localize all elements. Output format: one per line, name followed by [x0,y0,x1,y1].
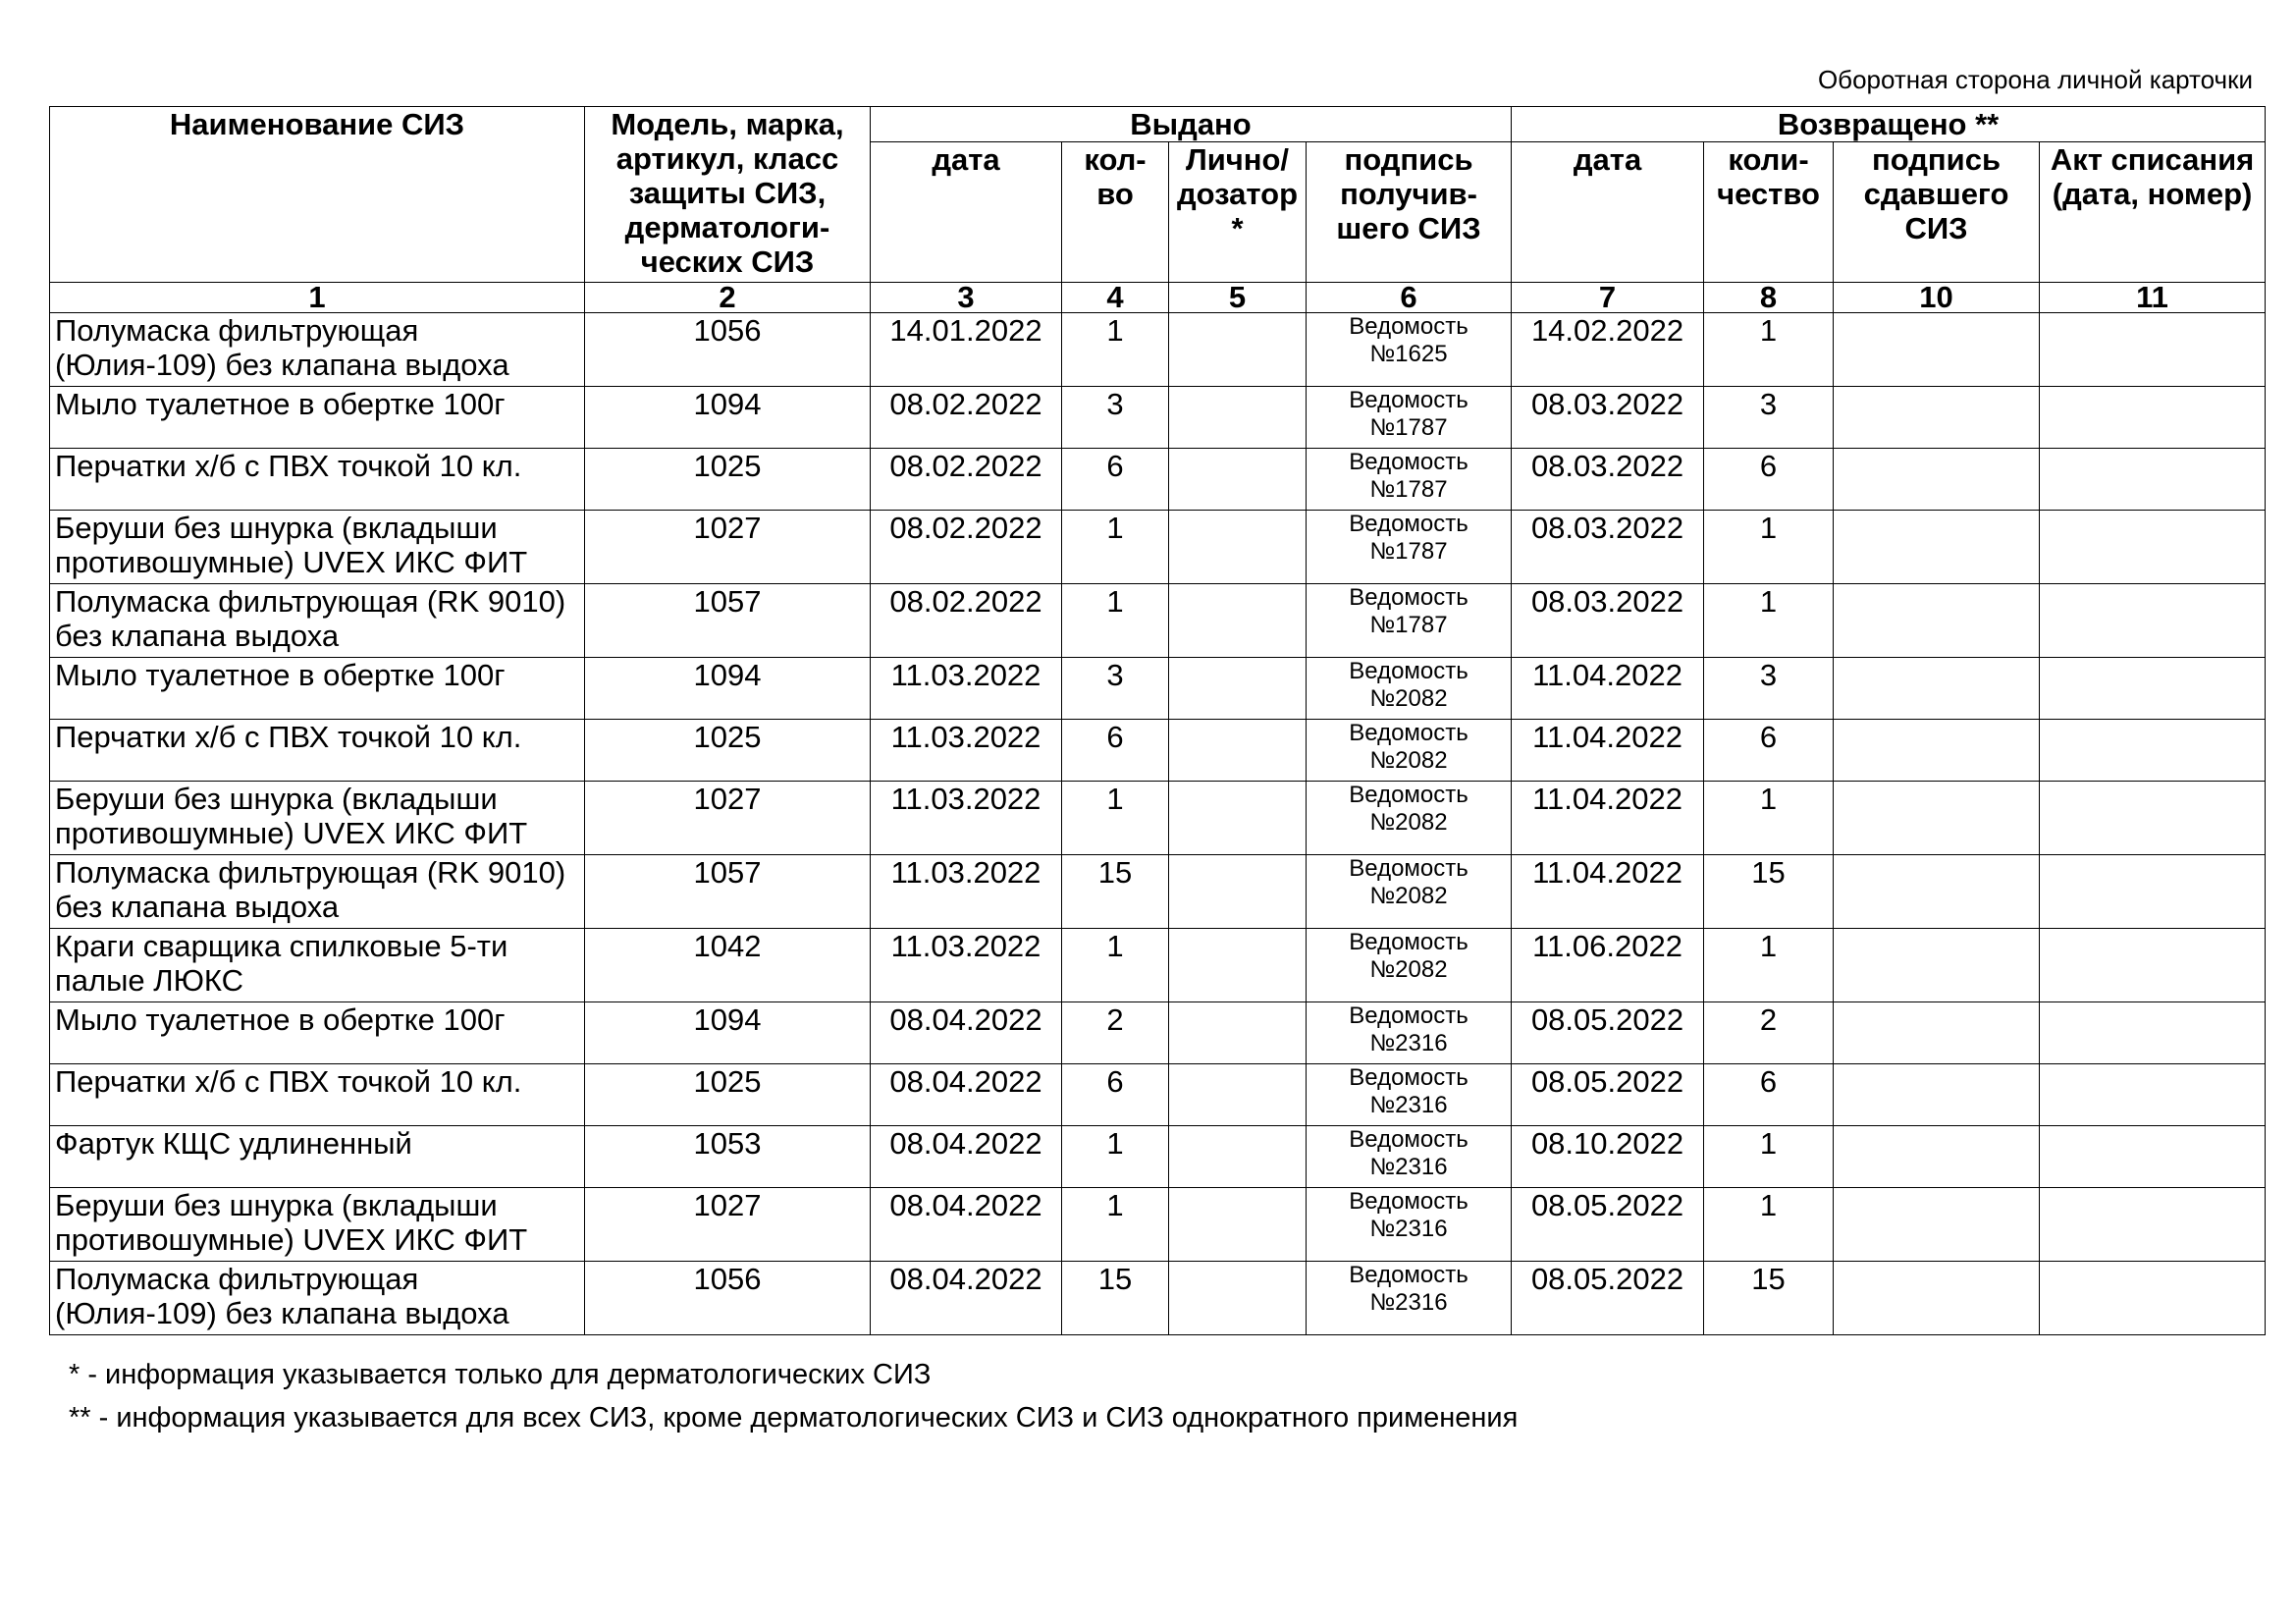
item-name-cell: Полумаска фильтрующая (RK 9010) без клапана выдоха [50,584,585,658]
recipient-signature-cell: Ведомость №2316 [1307,1064,1512,1126]
recipient-signature-cell: Ведомость №1625 [1307,313,1512,387]
returned-qty-cell: 1 [1704,313,1834,387]
returner-signature-cell [1834,929,2040,1002]
issued-date-cell: 14.01.2022 [871,313,1062,387]
item-model-cell: 1094 [585,1002,871,1064]
returned-date-cell: 08.10.2022 [1512,1126,1704,1188]
returned-qty-cell: 1 [1704,584,1834,658]
returned-date-cell: 08.05.2022 [1512,1002,1704,1064]
issued-date-cell: 08.02.2022 [871,387,1062,449]
column-number: 7 [1512,283,1704,313]
personal-dispenser-cell [1169,449,1307,511]
table-row [50,929,2266,1002]
issued-qty-cell: 1 [1062,1188,1169,1262]
recipient-signature-cell: Ведомость №2082 [1307,720,1512,782]
page-caption: Оборотная сторона личной карточки [1817,65,2253,94]
writeoff-act-cell [2040,658,2266,720]
item-name-cell: Краги сварщика спилковые 5-ти палые ЛЮКС [50,929,585,1002]
issued-date-cell: 08.02.2022 [871,584,1062,658]
recipient-signature-cell: Ведомость №1787 [1307,584,1512,658]
returned-qty-cell: 15 [1704,1262,1834,1335]
personal-dispenser-cell [1169,1188,1307,1262]
returned-date-cell: 11.04.2022 [1512,782,1704,855]
writeoff-act-cell [2040,584,2266,658]
table-row [50,1002,2266,1064]
siz-issue-table [49,106,2266,1335]
returned-qty-cell: 6 [1704,720,1834,782]
recipient-signature-cell: Ведомость №2082 [1307,658,1512,720]
personal-dispenser-cell [1169,929,1307,1002]
returned-date-cell: 11.04.2022 [1512,855,1704,929]
table-body [50,313,2266,1335]
issued-qty-cell: 15 [1062,1262,1169,1335]
returner-signature-cell [1834,1262,2040,1335]
returner-signature-cell [1834,1064,2040,1126]
personal-dispenser-cell [1169,782,1307,855]
writeoff-act-cell [2040,1188,2266,1262]
item-model-cell: 1027 [585,511,871,584]
table-row [50,387,2266,449]
returned-qty-cell: 1 [1704,1188,1834,1262]
item-name-cell: Перчатки х/б с ПВХ точкой 10 кл. [50,720,585,782]
item-name-cell: Полумаска фильтрующая (Юлия-109) без клапана выдоха [50,1262,585,1335]
table-row [50,658,2266,720]
table-row [50,313,2266,387]
issued-date-cell: 08.04.2022 [871,1188,1062,1262]
personal-dispenser-cell [1169,855,1307,929]
returner-signature-cell [1834,313,2040,387]
footnote-dermatological: * - информация указывается только для дерматологических СИЗ [69,1359,932,1390]
recipient-signature-cell: Ведомость №1787 [1307,387,1512,449]
issued-date-cell: 08.04.2022 [871,1064,1062,1126]
header-returner-signature: подпись сдавшего СИЗ [1834,142,2040,283]
footnotes [69,1353,1518,1439]
item-name-cell: Мыло туалетное в обертке 100г [50,1002,585,1064]
returned-qty-cell: 1 [1704,511,1834,584]
item-model-cell: 1053 [585,1126,871,1188]
header-personal-dispenser: Лично/ дозатор * [1169,142,1307,283]
writeoff-act-cell [2040,313,2266,387]
column-number: 4 [1062,283,1169,313]
recipient-signature-cell: Ведомость №1787 [1307,511,1512,584]
header-returned: Возвращено ** [1512,107,2266,142]
recipient-signature-cell: Ведомость №2316 [1307,1126,1512,1188]
personal-dispenser-cell [1169,1064,1307,1126]
issued-qty-cell: 1 [1062,511,1169,584]
returned-date-cell: 08.05.2022 [1512,1064,1704,1126]
writeoff-act-cell [2040,387,2266,449]
recipient-signature-cell: Ведомость №2316 [1307,1262,1512,1335]
recipient-signature-cell: Ведомость №2082 [1307,929,1512,1002]
returner-signature-cell [1834,658,2040,720]
table-row [50,511,2266,584]
issued-qty-cell: 6 [1062,720,1169,782]
table-row [50,1262,2266,1335]
returned-date-cell: 08.05.2022 [1512,1262,1704,1335]
item-name-cell: Беруши без шнурка (вкладыши противошумные) UVEX ИКС ФИТ [50,1188,585,1262]
issued-qty-cell: 6 [1062,449,1169,511]
issued-qty-cell: 3 [1062,658,1169,720]
header-model: Модель, марка, артикул, класс защиты СИЗ, дерматологи-ческих СИЗ [585,107,871,283]
returned-qty-cell: 15 [1704,855,1834,929]
personal-dispenser-cell [1169,387,1307,449]
writeoff-act-cell [2040,511,2266,584]
writeoff-act-cell [2040,782,2266,855]
item-model-cell: 1025 [585,449,871,511]
returned-date-cell: 08.05.2022 [1512,1188,1704,1262]
returned-qty-cell: 1 [1704,782,1834,855]
header-name: Наименование СИЗ [50,107,585,283]
writeoff-act-cell [2040,929,2266,1002]
returner-signature-cell [1834,449,2040,511]
returned-date-cell: 08.03.2022 [1512,584,1704,658]
personal-dispenser-cell [1169,720,1307,782]
item-name-cell: Перчатки х/б с ПВХ точкой 10 кл. [50,449,585,511]
column-number: 11 [2040,283,2266,313]
item-name-cell: Фартук КЩС удлиненный [50,1126,585,1188]
returner-signature-cell [1834,511,2040,584]
returner-signature-cell [1834,855,2040,929]
recipient-signature-cell: Ведомость №1787 [1307,449,1512,511]
returner-signature-cell [1834,1002,2040,1064]
column-number: 1 [50,283,585,313]
item-name-cell: Перчатки х/б с ПВХ точкой 10 кл. [50,1064,585,1126]
issued-date-cell: 11.03.2022 [871,782,1062,855]
returned-date-cell: 08.03.2022 [1512,387,1704,449]
personal-dispenser-cell [1169,658,1307,720]
item-model-cell: 1042 [585,929,871,1002]
header-returned-qty: коли-чество [1704,142,1834,283]
issued-qty-cell: 3 [1062,387,1169,449]
table-row [50,782,2266,855]
returned-date-cell: 08.03.2022 [1512,511,1704,584]
issued-qty-cell: 1 [1062,782,1169,855]
writeoff-act-cell [2040,855,2266,929]
item-model-cell: 1027 [585,782,871,855]
returner-signature-cell [1834,387,2040,449]
recipient-signature-cell: Ведомость №2082 [1307,855,1512,929]
returned-qty-cell: 3 [1704,387,1834,449]
table-row [50,855,2266,929]
personal-dispenser-cell [1169,1262,1307,1335]
writeoff-act-cell [2040,1262,2266,1335]
returned-qty-cell: 1 [1704,1126,1834,1188]
item-model-cell: 1027 [585,1188,871,1262]
returner-signature-cell [1834,720,2040,782]
header-writeoff-act: Акт списания (дата, номер) [2040,142,2266,283]
column-number: 8 [1704,283,1834,313]
header-issued: Выдано [871,107,1512,142]
issued-qty-cell: 15 [1062,855,1169,929]
issued-qty-cell: 1 [1062,313,1169,387]
returned-date-cell: 11.04.2022 [1512,658,1704,720]
header-recipient-signature: подпись получив-шего СИЗ [1307,142,1512,283]
personal-dispenser-cell [1169,584,1307,658]
issued-date-cell: 08.04.2022 [871,1126,1062,1188]
writeoff-act-cell [2040,1002,2266,1064]
returner-signature-cell [1834,1126,2040,1188]
issued-date-cell: 11.03.2022 [871,658,1062,720]
column-number: 5 [1169,283,1307,313]
issued-qty-cell: 1 [1062,1126,1169,1188]
item-model-cell: 1057 [585,584,871,658]
item-name-cell: Полумаска фильтрующая (RK 9010) без клапана выдоха [50,855,585,929]
personal-dispenser-cell [1169,511,1307,584]
recipient-signature-cell: Ведомость №2316 [1307,1188,1512,1262]
returned-qty-cell: 6 [1704,449,1834,511]
issued-date-cell: 08.02.2022 [871,511,1062,584]
writeoff-act-cell [2040,720,2266,782]
writeoff-act-cell [2040,449,2266,511]
column-number: 6 [1307,283,1512,313]
footnote-returned: ** - информация указывается для всех СИЗ, кроме дерматологических СИЗ и СИЗ однократного применения [69,1402,1519,1434]
issued-qty-cell: 2 [1062,1002,1169,1064]
header-issued-date: дата [871,142,1062,283]
item-name-cell: Мыло туалетное в обертке 100г [50,387,585,449]
item-model-cell: 1094 [585,387,871,449]
returner-signature-cell [1834,782,2040,855]
header-issued-qty: кол-во [1062,142,1169,283]
returned-qty-cell: 3 [1704,658,1834,720]
header-returned-date: дата [1512,142,1704,283]
issued-qty-cell: 6 [1062,1064,1169,1126]
returner-signature-cell [1834,584,2040,658]
recipient-signature-cell: Ведомость №2316 [1307,1002,1512,1064]
returned-qty-cell: 1 [1704,929,1834,1002]
item-name-cell: Беруши без шнурка (вкладыши противошумные) UVEX ИКС ФИТ [50,782,585,855]
column-number: 10 [1834,283,2040,313]
item-name-cell: Полумаска фильтрующая (Юлия-109) без клапана выдоха [50,313,585,387]
table-row [50,720,2266,782]
returned-qty-cell: 6 [1704,1064,1834,1126]
issued-qty-cell: 1 [1062,929,1169,1002]
personal-dispenser-cell [1169,1126,1307,1188]
personal-dispenser-cell [1169,313,1307,387]
personal-dispenser-cell [1169,1002,1307,1064]
issued-date-cell: 11.03.2022 [871,720,1062,782]
item-name-cell: Беруши без шнурка (вкладыши противошумные) UVEX ИКС ФИТ [50,511,585,584]
item-model-cell: 1094 [585,658,871,720]
issued-date-cell: 11.03.2022 [871,929,1062,1002]
item-model-cell: 1025 [585,1064,871,1126]
issued-qty-cell: 1 [1062,584,1169,658]
item-name-cell: Мыло туалетное в обертке 100г [50,658,585,720]
table-row [50,584,2266,658]
recipient-signature-cell: Ведомость №2082 [1307,782,1512,855]
table-row [50,1126,2266,1188]
returned-date-cell: 14.02.2022 [1512,313,1704,387]
returned-date-cell: 11.06.2022 [1512,929,1704,1002]
item-model-cell: 1057 [585,855,871,929]
column-number: 2 [585,283,871,313]
issued-date-cell: 08.04.2022 [871,1262,1062,1335]
writeoff-act-cell [2040,1064,2266,1126]
table-row [50,449,2266,511]
writeoff-act-cell [2040,1126,2266,1188]
column-number: 3 [871,283,1062,313]
issued-date-cell: 08.04.2022 [871,1002,1062,1064]
returned-date-cell: 11.04.2022 [1512,720,1704,782]
table-row [50,1188,2266,1262]
item-model-cell: 1056 [585,313,871,387]
returned-qty-cell: 2 [1704,1002,1834,1064]
returner-signature-cell [1834,1188,2040,1262]
table-row [50,1064,2266,1126]
item-model-cell: 1025 [585,720,871,782]
column-number-row [50,283,2266,313]
issued-date-cell: 11.03.2022 [871,855,1062,929]
issued-date-cell: 08.02.2022 [871,449,1062,511]
item-model-cell: 1056 [585,1262,871,1335]
returned-date-cell: 08.03.2022 [1512,449,1704,511]
